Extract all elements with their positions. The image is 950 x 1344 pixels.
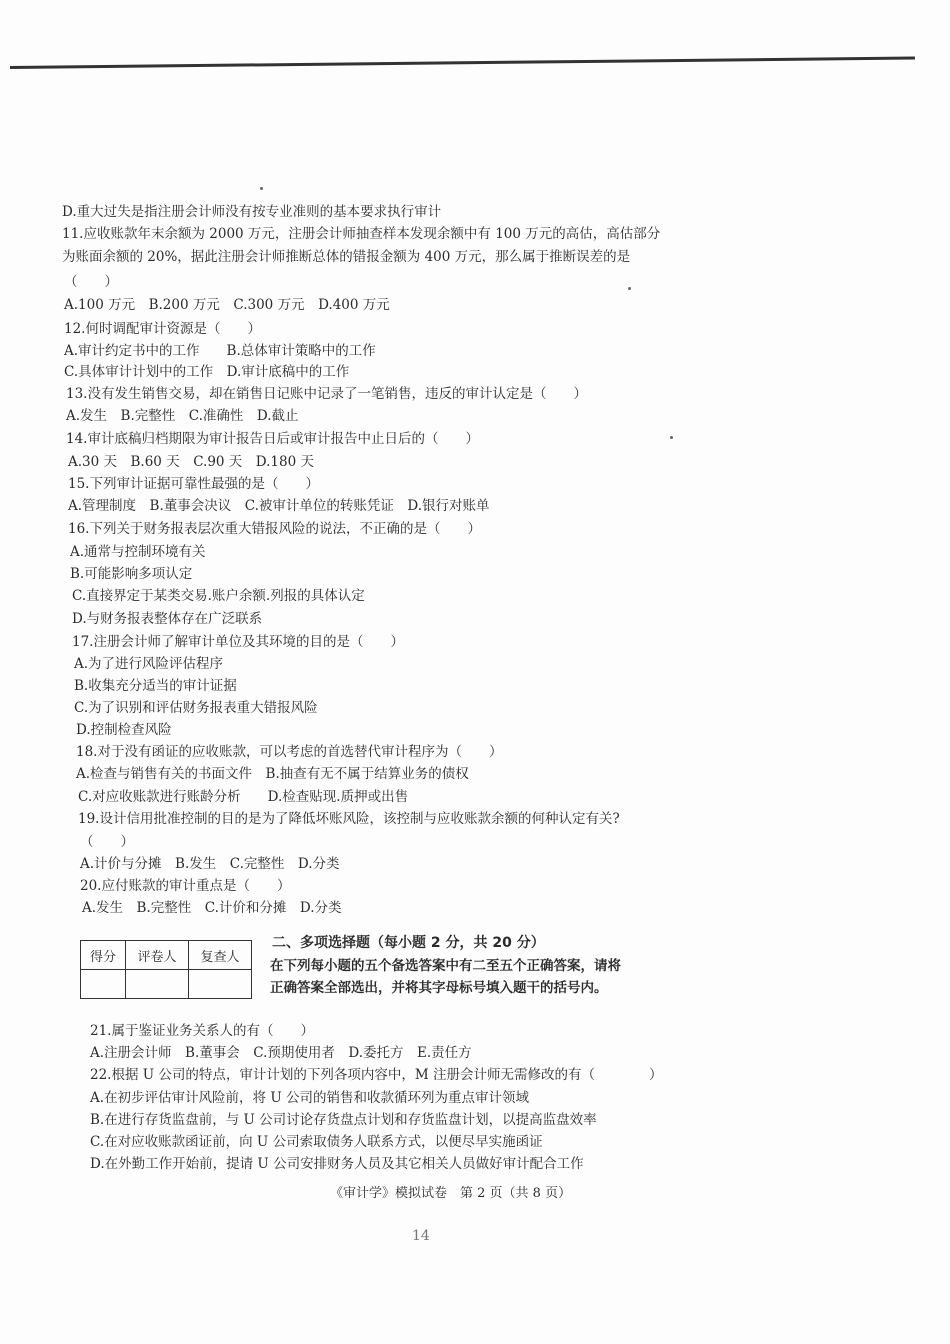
question-line: D.与财务报表整体存在广泛联系	[72, 611, 263, 627]
question-line: A.审计约定书中的工作 B.总体审计策略中的工作	[64, 343, 376, 359]
score-cell	[81, 970, 126, 999]
question-line: A.在初步评估审计风险前，将 U 公司的销售和收款循环列为重点审计领域	[90, 1090, 529, 1106]
question-line: C.在对应收账款函证前，向 U 公司索取债务人联系方式，以便尽早实施函证	[90, 1134, 543, 1150]
question-line: 22.根据 U 公司的特点，审计计划的下列各项内容中，M 注册会计师无需修改的有（ ）	[90, 1067, 663, 1083]
question-line: C.为了识别和评估财务报表重大错报风险	[74, 700, 318, 716]
question-line: 15.下列审计证据可靠性最强的是（ ）	[68, 476, 319, 492]
question-line: B.在进行存货监盘前，与 U 公司讨论存货盘点计划和存货监盘计划，以提高监盘效率	[90, 1112, 597, 1128]
question-line: D.重大过失是指注册会计师没有按专业准则的基本要求执行审计	[62, 204, 442, 220]
question-line: 12.何时调配审计资源是（ ）	[64, 321, 261, 337]
question-line: D.在外勤工作开始前，提请 U 公司安排财务人员及其它相关人员做好审计配合工作	[90, 1156, 584, 1172]
question-line: A.发生 B.完整性 C.计价和分摊 D.分类	[82, 900, 342, 916]
section-instruction: 正确答案全部选出，并将其字母标号填入题干的括号内。	[270, 980, 608, 996]
question-line: A.管理制度 B.董事会决议 C.被审计单位的转账凭证 D.银行对账单	[68, 498, 490, 514]
score-table	[80, 940, 252, 999]
scan-speck	[628, 287, 631, 290]
score-header: 得分	[81, 941, 126, 970]
question-line: A.100 万元 B.200 万元 C.300 万元 D.400 万元	[64, 297, 390, 313]
scan-top-edge	[10, 57, 915, 69]
question-line: A.检查与销售有关的书面文件 B.抽查有无不属于结算业务的债权	[76, 766, 469, 782]
question-line: 13.没有发生销售交易，却在销售日记账中记录了一笔销售，违反的审计认定是（ ）	[66, 386, 587, 402]
question-line: （ ）	[80, 834, 134, 850]
question-line: A.为了进行风险评估程序	[74, 656, 224, 672]
page-mark: 14	[412, 1228, 430, 1244]
scan-speck	[260, 187, 263, 190]
question-line: A.30 天 B.60 天 C.90 天 D.180 天	[68, 454, 314, 470]
reviewer-cell	[189, 970, 252, 999]
grader-header: 评卷人	[126, 941, 189, 970]
page-footer: 《审计学》模拟试卷 第 2 页（共 8 页）	[330, 1186, 572, 1201]
grader-cell	[126, 970, 189, 999]
question-line: 17.注册会计师了解审计单位及其环境的目的是（ ）	[72, 634, 404, 650]
question-line: 18.对于没有函证的应收账款，可以考虑的首选替代审计程序为（ ）	[76, 744, 503, 760]
question-line: D.控制检查风险	[76, 722, 172, 738]
question-line: （ ）	[64, 274, 118, 290]
question-line: 为账面余额的 20%，据此注册会计师推断总体的错报金额为 400 万元，那么属于推断误差的是	[62, 249, 631, 265]
scan-speck	[670, 436, 673, 439]
question-line: C.具体审计计划中的工作 D.审计底稿中的工作	[64, 364, 350, 380]
section-instruction: 在下列每小题的五个备选答案中有二至五个正确答案，请将	[270, 958, 621, 974]
question-line: C.对应收账款进行账龄分析 D.检查贴现.质押或出售	[78, 789, 409, 805]
reviewer-header: 复查人	[189, 941, 252, 970]
question-line: 16.下列关于财务报表层次重大错报风险的说法，不正确的是（ ）	[68, 521, 481, 537]
section-title: 二、多项选择题（每小题 2 分，共 20 分）	[272, 935, 545, 951]
question-line: A.计价与分摊 B.发生 C.完整性 D.分类	[80, 856, 340, 872]
question-line: 14.审计底稿归档期限为审计报告日后或审计报告中止日后的（ ）	[66, 431, 479, 447]
question-line: 19.设计信用批准控制的目的是为了降低坏账风险，该控制与应收账款余额的何种认定有关?	[78, 811, 620, 827]
question-line: B.可能影响多项认定	[70, 566, 193, 582]
question-line: A.通常与控制环境有关	[70, 544, 206, 560]
question-line: C.直接界定于某类交易.账户余额.列报的具体认定	[72, 588, 365, 604]
question-line: 20.应付账款的审计重点是（ ）	[80, 878, 291, 894]
question-line: B.收集充分适当的审计证据	[74, 678, 237, 694]
question-line: A.发生 B.完整性 C.准确性 D.截止	[66, 408, 299, 424]
question-line: 21.属于鉴证业务关系人的有（ ）	[90, 1023, 314, 1039]
question-line: A.注册会计师 B.董事会 C.预期使用者 D.委托方 E.责任方	[90, 1045, 472, 1061]
question-line: 11.应收账款年末余额为 2000 万元，注册会计师抽查样本发现余额中有 100 万元的高估，高估部分	[62, 226, 661, 242]
